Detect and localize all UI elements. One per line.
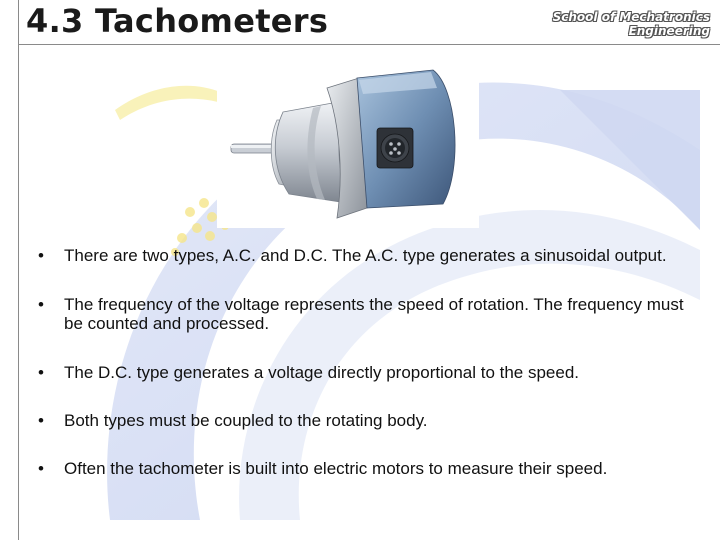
title-underline — [18, 44, 720, 45]
bullet-marker: • — [38, 363, 44, 382]
bullet-item — [38, 246, 698, 265]
bullet-item — [38, 411, 698, 430]
bullet-item — [38, 363, 698, 382]
bullet-text: Both types must be coupled to the rotating body. — [64, 411, 428, 430]
bullet-text: There are two types, A.C. and D.C. The A.C. type generates a sinusoidal output. — [64, 246, 667, 265]
bullet-item — [38, 295, 698, 333]
slide-title: 4.3 Tachometers — [26, 2, 329, 40]
bullet-marker: • — [38, 246, 44, 265]
bullet-text: The frequency of the voltage represents the speed of rotation. The frequency must be counted and processed. — [64, 295, 684, 333]
left-vertical-rule — [18, 0, 19, 540]
tachometer-image — [217, 48, 479, 228]
bullet-text: Often the tachometer is built into electric motors to measure their speed. — [64, 459, 608, 478]
school-name: School of Mechatronics Engineering — [552, 10, 710, 38]
bullet-text: The D.C. type generates a voltage directly proportional to the speed. — [64, 363, 580, 382]
bullet-marker: • — [38, 295, 44, 314]
connector — [377, 128, 413, 168]
bullet-marker: • — [38, 459, 44, 478]
bullet-list — [38, 246, 698, 478]
bullet-marker: • — [38, 411, 44, 430]
yellow-accent — [115, 86, 220, 120]
swoosh-arrow — [560, 90, 700, 230]
bullet-item — [38, 459, 698, 478]
